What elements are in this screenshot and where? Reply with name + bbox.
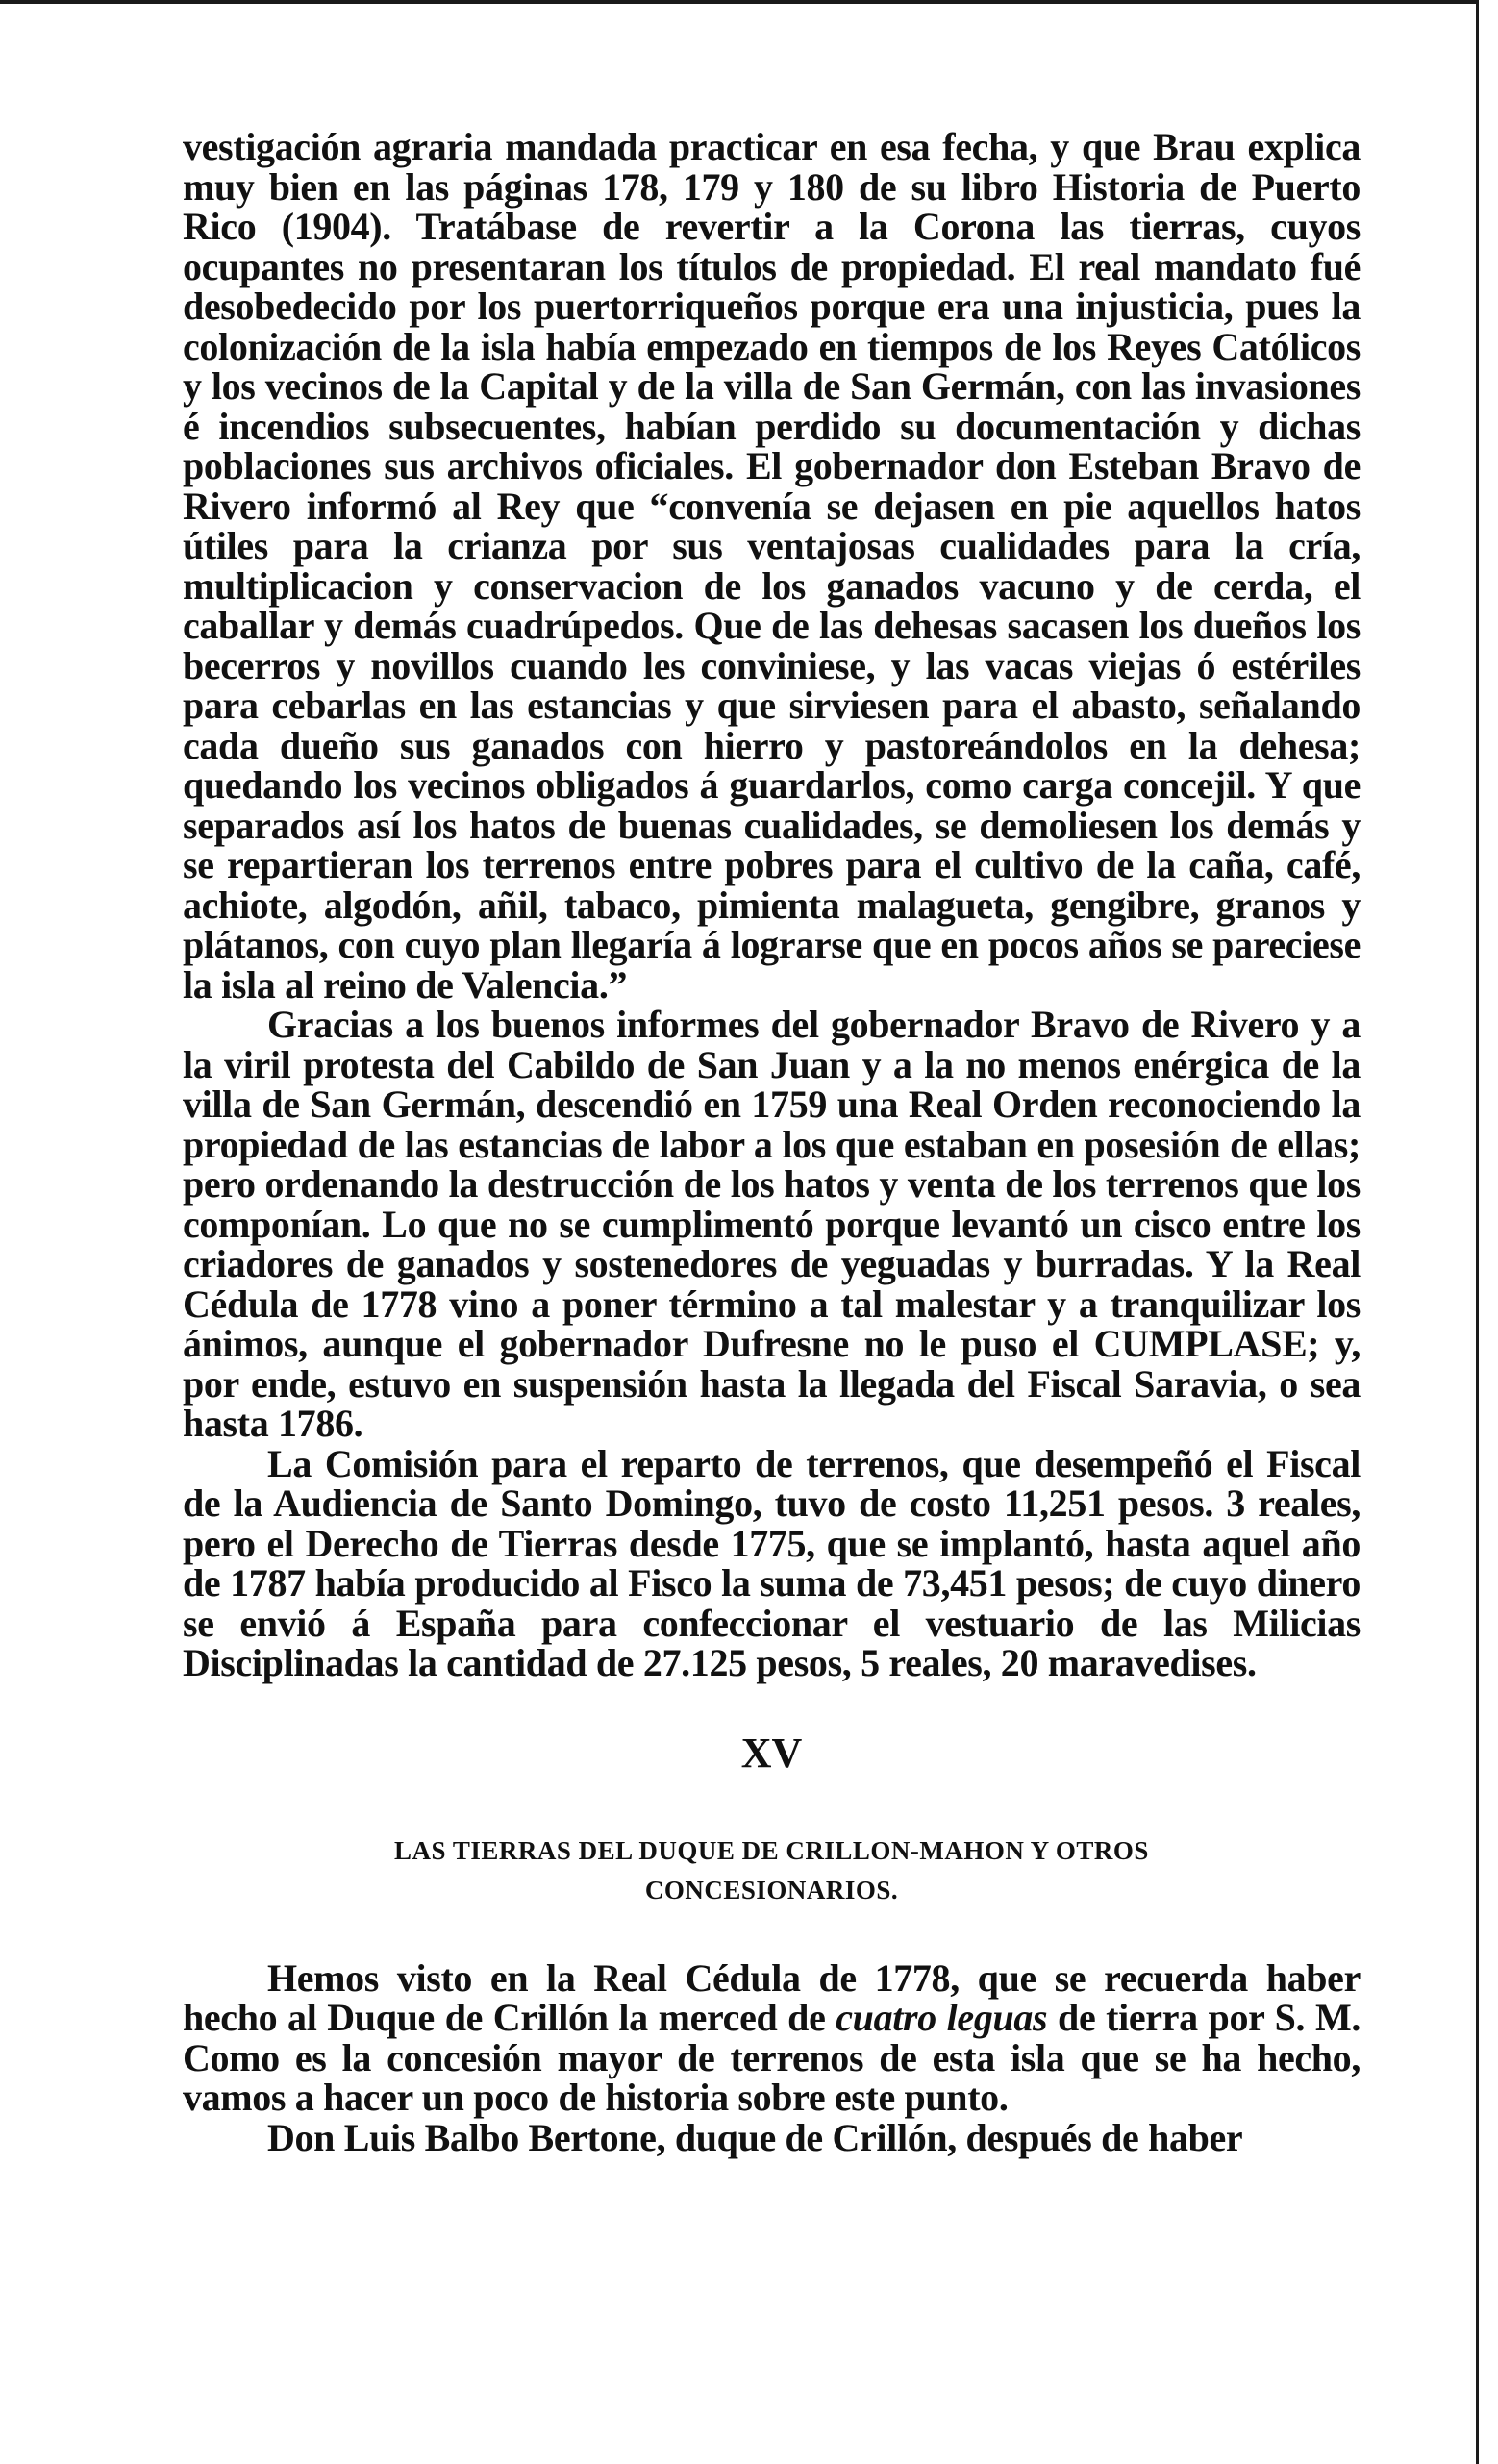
paragraph-4-italic-phrase: cuatro leguas bbox=[836, 1996, 1048, 2039]
scan-border-top bbox=[0, 0, 1476, 4]
section-number: XV bbox=[740, 1729, 803, 1777]
paragraph-4 bbox=[183, 1955, 1361, 2119]
paragraph-5: Don Luis Balbo Bertone, duque de Crillón, después de haber bbox=[267, 2115, 1243, 2159]
paragraph-4-text-before: Hemos visto en la Real Cédula de 1778, que se recuerda haber hecho al Duque de Crillón la merced de bbox=[183, 1955, 1361, 2039]
paragraph-3: La Comisión para el reparto de terrenos, que desempeñó el Fiscal de la Audiencia de Santo Domingo, tuvo de costo 11,251 pesos. 3 reales, pero el Derecho de Tierras desde 1775, que se implantó, hasta aquel año de 1787 había producido al Fisco la suma de 73,451 pesos; de cuyo dinero se envió á España para confeccionar el vestuario de las Milicias Disciplinadas la cantidad de 27.125 pesos, 5 reales, 20 maravedises. bbox=[183, 1441, 1361, 1684]
scan-border-right bbox=[1476, 0, 1479, 2464]
page-body bbox=[183, 127, 1361, 2157]
paragraph-1: vestigación agraria mandada practicar en esa fecha, y que Brau explica muy bien en las páginas 178, 179 y 180 de su libro Historia de Puerto Rico (1904). Tratábase de revertir a la Corona las tierras, cuyos ocupantes no presentaran los títulos de propiedad. El real mandato fué desobedecido por los puertorriqueños porque era una injusticia, pues la colonización de la isla había empezado en tiempos de los Reyes Católicos y los vecinos de la Capital y de la villa de San Germán, con las invasiones é incendios subsecuentes, habían perdido su documentación y dichas poblaciones sus archivos oficiales. El gobernador don Esteban Bravo de Rivero informó al Rey que “convenía se dejasen en pie aquellos hatos útiles para la crianza por sus ventajosas cualidades para la cría, multiplicacion y conservacion de los ganados vacuno y de cerda, el caballar y demás cuadrúpedos. Que de las dehesas sacasen los dueños los becerros y novillos cuando les conviniese, y las vacas viejas ó estériles para cebarlas en las estancias y que sirviesen para el abasto, señalando cada dueño sus ganados con hierro y pastoreándolos en la dehesa; quedando los vecinos obligados á guardarlos, como carga concejil. Y que separados así los hatos de buenas cualidades, se demoliesen los demás y se repartieran los terrenos entre pobres para el cultivo de la caña, café, achiote, algodón, añil, tabaco, pimienta malagueta, gengibre, granos y plátanos, con cuyo plan llegaría á lograrse que en pocos años se pareciese la isla al reino de Valencia.” bbox=[183, 125, 1361, 1007]
section-title-line-2: CONCESIONARIOS. bbox=[644, 1875, 899, 1904]
paragraph-4-text-after: de tierra por S. M. Como es la concesión mayor de terrenos de esta isla que se ha hecho, vamos a hacer un poco de historia sobre este punto. bbox=[183, 1996, 1361, 2119]
section-title-line-1: LAS TIERRAS DEL DUQUE DE CRILLON-MAHON Y OTROS bbox=[394, 1835, 1149, 1865]
section-title bbox=[183, 1831, 1361, 1910]
paragraph-2: Gracias a los buenos informes del gobernador Bravo de Rivero y a la viril protesta del Cabildo de San Juan y a la no menos enérgica de la villa de San Germán, descendió en 1759 una Real Orden reconociendo la propiedad de las estancias de labor a los que estaban en posesión de ellas; pero ordenando la destrucción de los hatos y venta de los terrenos que los componían. Lo que no se cumplimentó porque levantó un cisco entre los criadores de ganados y sostenedores de yeguadas y burradas. Y la Real Cédula de 1778 vino a poner término a tal malestar y a tranquilizar los ánimos, aunque el gobernador Dufresne no le puso el CUMPLASE; y, por ende, estuvo en suspensión hasta la llegada del Fiscal Saravia, o sea hasta 1786. bbox=[183, 1003, 1361, 1445]
